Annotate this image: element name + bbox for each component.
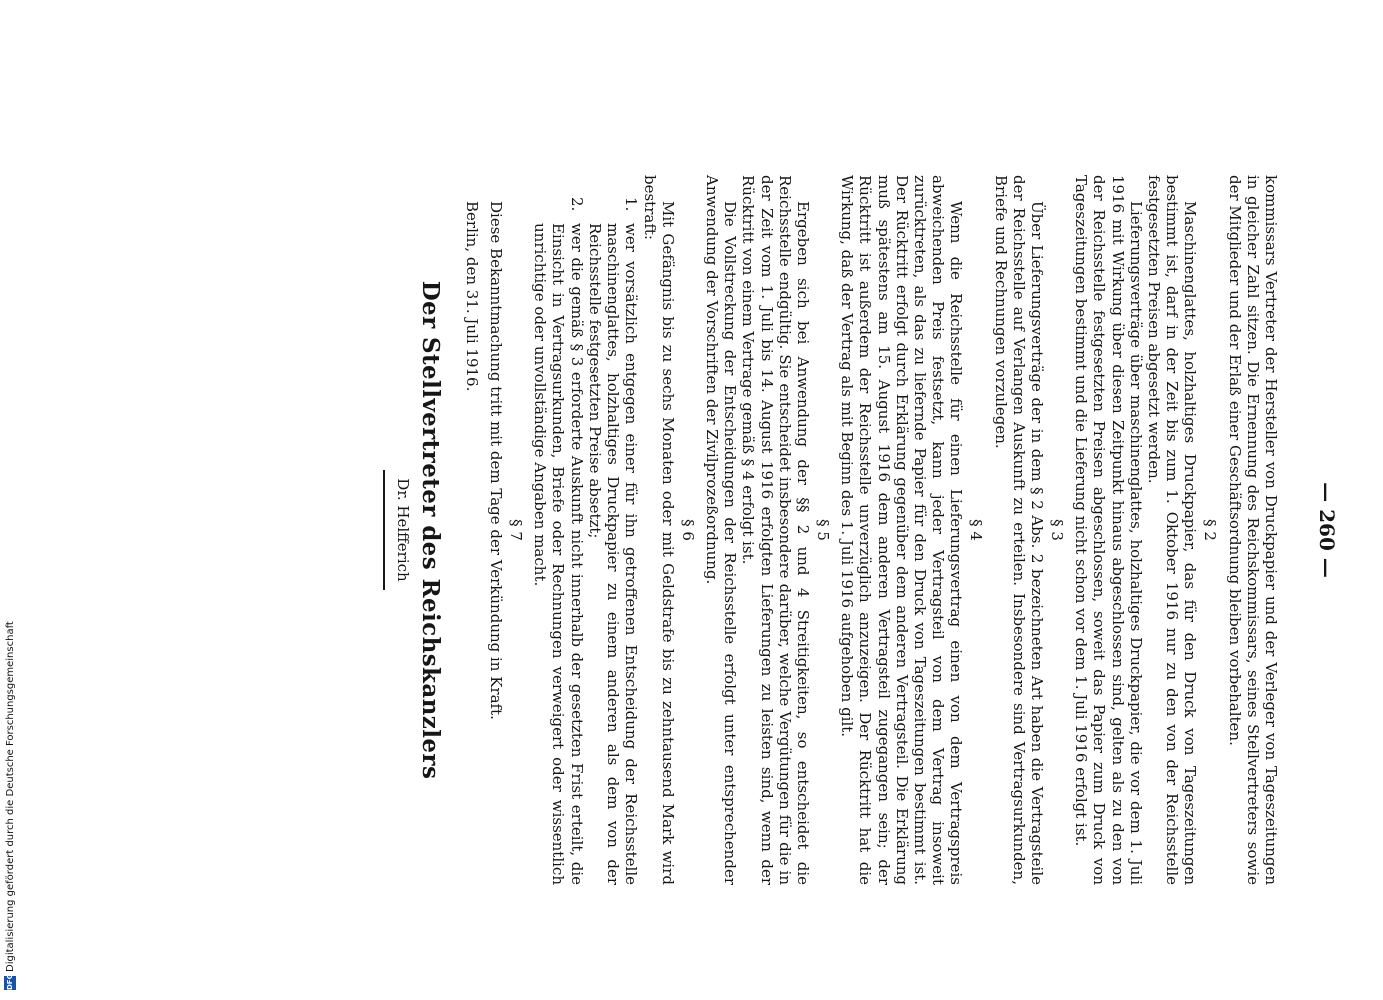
list-number: 2. xyxy=(567,197,586,212)
place-date-line: Berlin, den 31. Juli 1916. xyxy=(462,201,481,392)
signature-name: Dr. Helfferich xyxy=(393,478,412,582)
credit-text: Digitalisierung gefördert durch die Deutsche Forschungsgemeinschaft xyxy=(5,621,16,972)
section-7-paragraph-1: Diese Bekanntmachung tritt mit dem Tage der Verkündung in Kraft. xyxy=(487,201,506,720)
dfg-logo-icon: DFG xyxy=(6,973,14,990)
section-heading-4: § 4 xyxy=(967,519,986,541)
page-number: — 260 — xyxy=(1315,482,1339,578)
section-heading-7: § 7 xyxy=(507,519,526,541)
penalty-list-item-1 xyxy=(585,197,641,885)
section-heading-6: § 6 xyxy=(678,519,697,541)
penalty-list-item-2 xyxy=(531,197,586,885)
list-item-text: wer die gemäß § 3 erforderte Auskunft nicht innerhalb der gesetzten Frist erteilt, die Einsicht in Vertragsurkunden, Briefe oder Rechnungen verweigert oder wissentlich unrichtige oder unvollständige Angaben macht. xyxy=(531,223,586,885)
section-heading-2: § 2 xyxy=(1201,519,1220,541)
section-heading-5: § 5 xyxy=(813,519,832,541)
signature-title: Der Stellvertreter des Reichskanzlers xyxy=(416,280,444,780)
closing-rule xyxy=(383,470,385,590)
digitization-credit xyxy=(2,590,20,990)
section-5-paragraph-2: Die Vollstreckung der Entscheidungen der Reichsstelle erfolgt unter entsprechender Anwendung der Vorschriften der Zivilprozeßordnung. xyxy=(702,175,740,885)
document-page xyxy=(383,175,1338,885)
section-5-paragraph-1: Ergeben sich bei Anwendung der §§ 2 und 4 Streitigkeiten, so entscheidet die Reichsstelle endgültig. Sie entscheidet insbesondere darüber, welche Vergütungen für die in der Zeit vom 1. Juli bis 14. August 1916 erfolgten Lieferungen zu leisten sind, wenn der Rücktritt von einem Vertrage gemäß § 4 erfolgt ist. xyxy=(739,175,812,885)
section-6-paragraph-1: Mit Gefängnis bis zu sechs Monaten oder mit Geldstrafe bis zu zehntausend Mark wird bestraft: xyxy=(640,175,677,885)
list-number: 1. xyxy=(622,197,641,212)
section-4-paragraph-1: Wenn die Reichsstelle für einen Lieferungsvertrag einen von dem Vertragspreis abweichenden Preis festsetzt, kann jeder Vertragsteil von dem Vertrag insoweit zurücktreten, als das zu liefernde Papier für den Druck von Tageszeitungen bestimmt ist. Der Rücktritt erfolgt durch Erklärung gegenüber dem anderen Vertragsteil. Die Erklärung muß spätestens am 15. August 1916 dem anderen Vertragsteil zugegangen sein; der Rücktritt ist außerdem der Reichsstelle unverzüglich anzuzeigen. Der Rücktritt hat die Wirkung, daß der Vertrag als mit Beginn des 1. Juli 1916 aufgehoben gilt. xyxy=(838,175,966,885)
section-2-paragraph-2: Lieferungsverträge über maschinenglattes, holzhaltiges Druckpapier, die vor dem 1. Juli 1916 mit Wirkung über diesen Zeitpunkt hinaus abgeschlossen sind, gelten als zu den von der Reichsstelle festgesetzten Preisen abgeschlossen, soweit das Papier zum Druck von Tageszeitungen bestimmt und die Lieferung nicht schon vor dem 1. Juli 1916 erfolgt ist. xyxy=(1072,175,1145,885)
list-item-text: wer vorsätzlich entgegen einer für ihn getroffenen Entscheidung der Reichsstelle maschinenglattes, holzhaltiges Druckpapier zu einem anderen als dem von der Reichsstelle festgesetzten Preise absetzt; xyxy=(585,223,641,885)
section-2-paragraph-1: Maschinenglattes, holzhaltiges Druckpapier, das für den Druck von Tageszeitungen bestimmt ist, darf in der Zeit bis zum 1. Oktober 1916 nur zu den von der Reichsstelle festgesetzten Preisen abgesetzt werden. xyxy=(1144,175,1200,885)
section-3-paragraph-1: Über Lieferungsverträge der in dem § 2 Abs. 2 bezeichneten Art haben die Vertragsteile der Reichsstelle auf Verlangen Auskunft zu erteilen. Insbesondere sind Vertragsurkunden, Briefe und Rechnungen vorzulegen. xyxy=(991,175,1046,885)
paragraph-continued: kommissars Vertreter der Hersteller von Druckpapier und der Verleger von Tageszeitungen in gleicher Zahl sitzen. Die Ernennung des Reichskommissars, seines Stellvertreters sowie der Mitglieder und der Erlaß einer Geschäftsordnung bleiben vorbehalten. xyxy=(1225,175,1280,885)
section-heading-3: § 3 xyxy=(1047,519,1066,541)
